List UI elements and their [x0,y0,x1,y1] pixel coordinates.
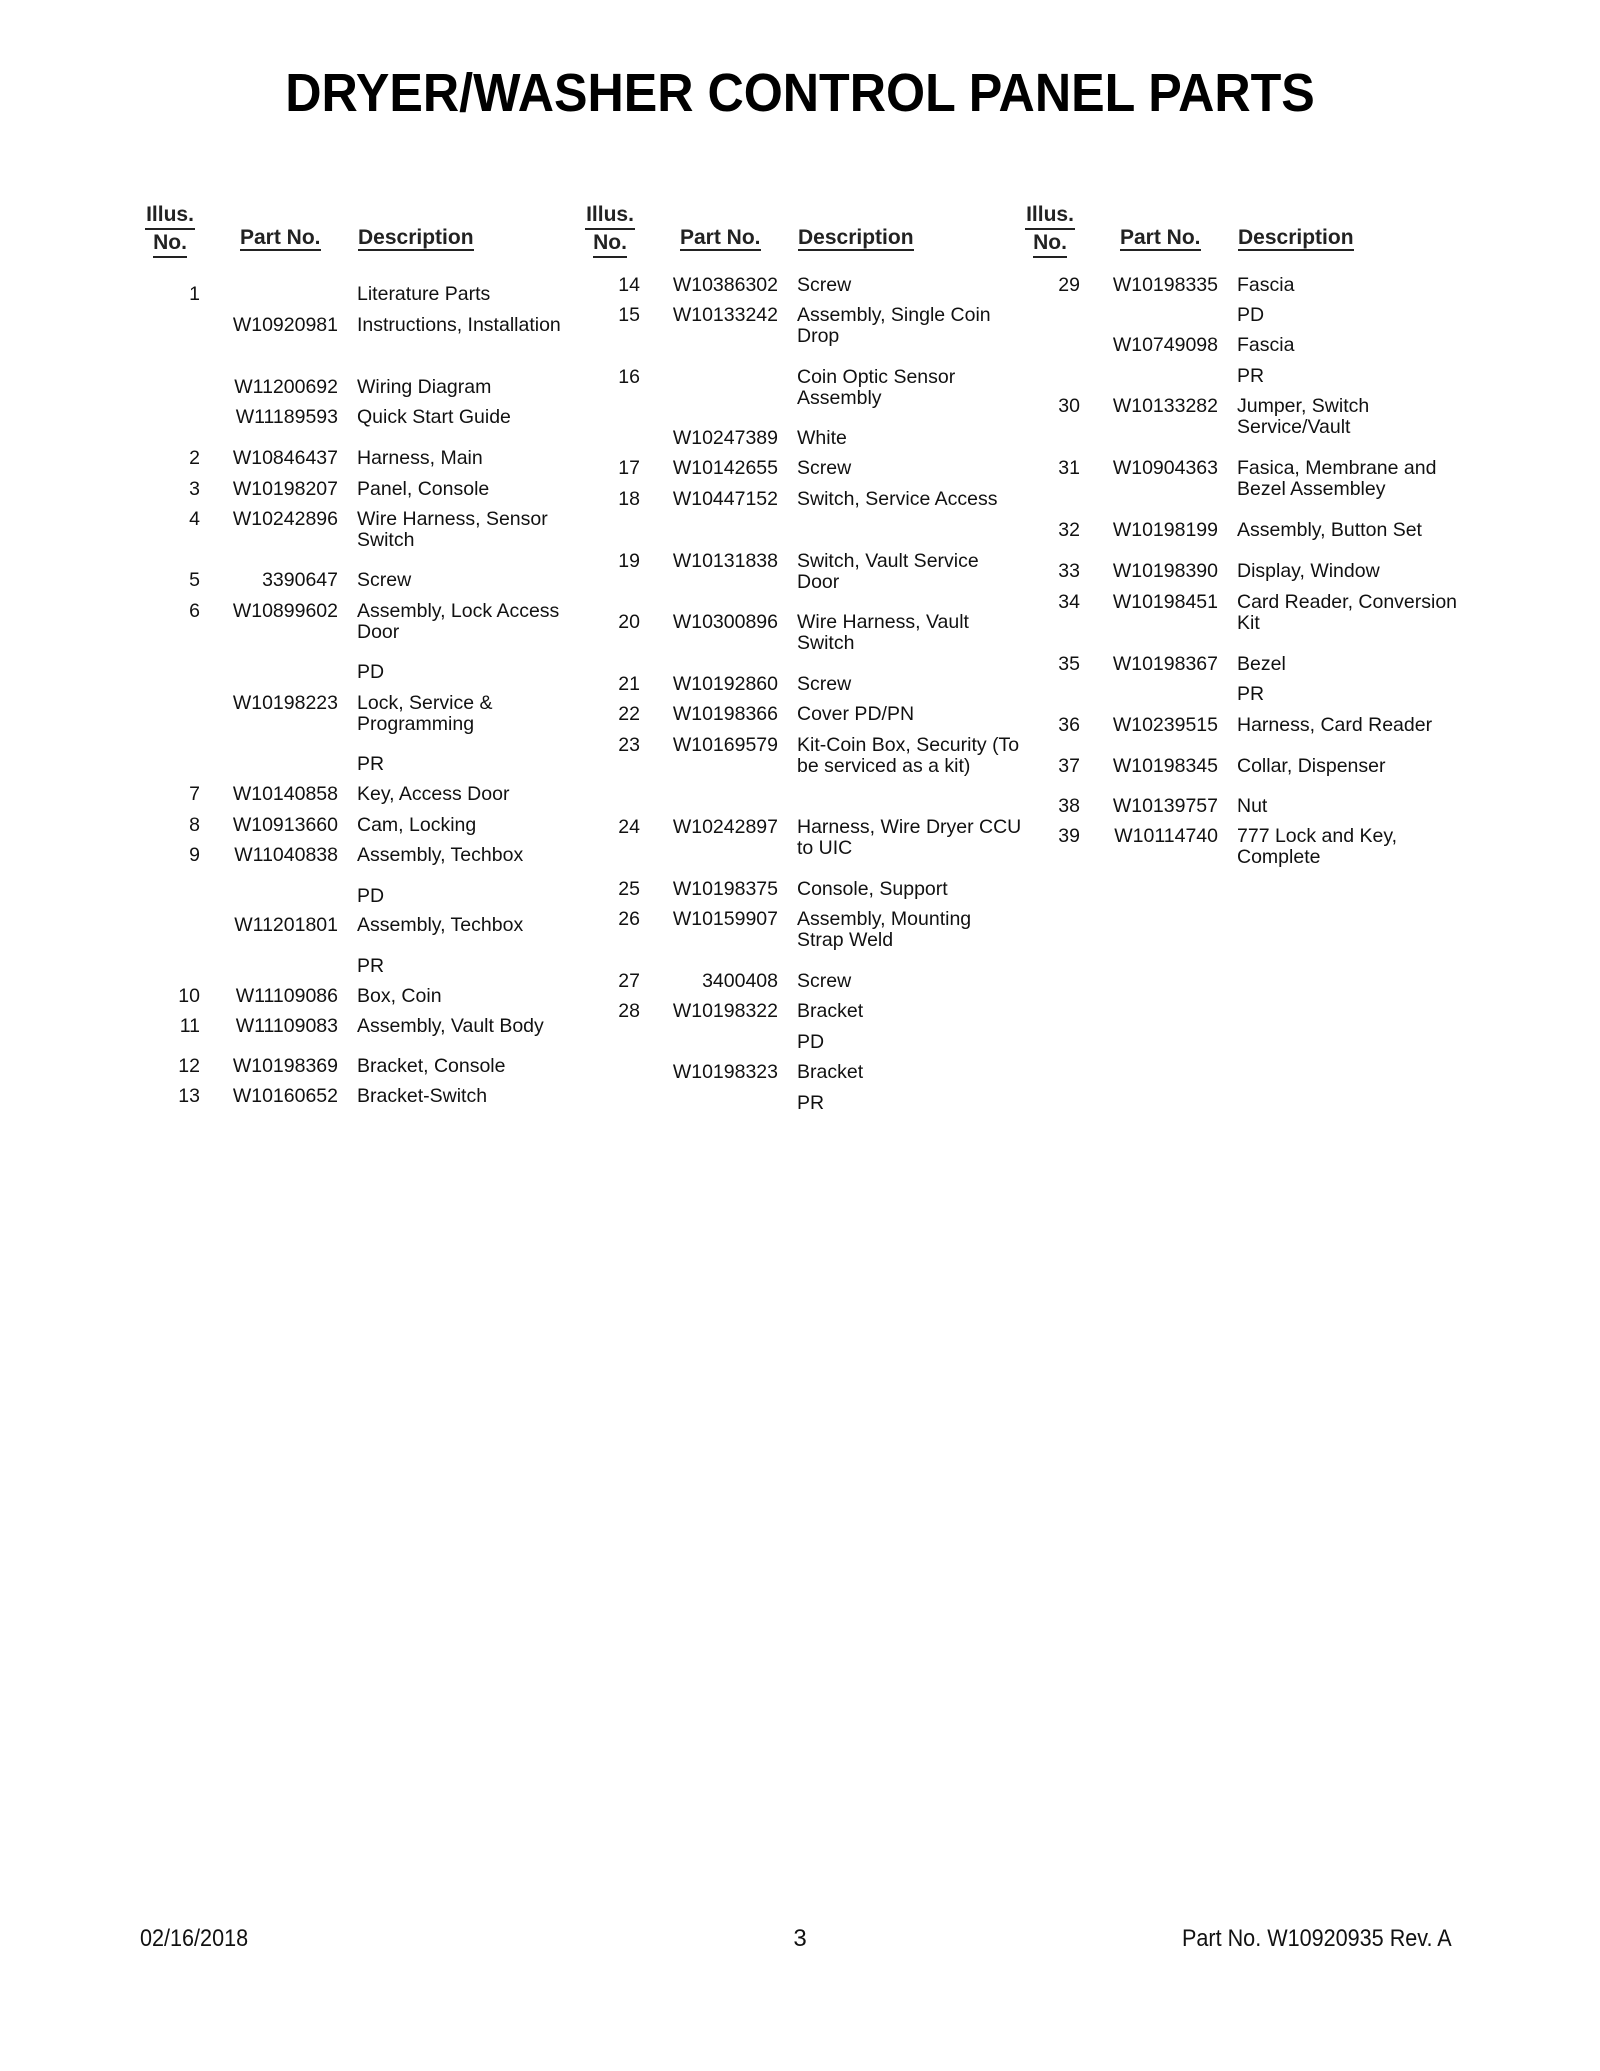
part-number: W10198207 [232,478,338,500]
part-number: W10198366 [672,703,778,725]
illus-number: 7 [189,783,200,805]
part-description: Lock, Service & Programming [357,692,493,735]
part-description: Nut [1237,795,1268,817]
part-number: W11109083 [235,1015,338,1037]
illus-number: 23 [618,734,640,756]
parts-column-3 [1020,0,1460,1200]
illus-number: 19 [618,550,640,572]
part-number: W10198323 [672,1061,778,1083]
illus-no-header [580,202,640,258]
part-description: Wire Harness, Sensor Switch [357,508,548,551]
illus-number: 17 [618,457,640,479]
illus-number: 36 [1058,714,1080,736]
part-number: W10139757 [1112,795,1218,817]
part-number: W10447152 [672,488,778,510]
part-description: Screw [357,569,412,591]
part-description: Jumper, Switch Service/Vault [1237,395,1370,438]
part-description: Bracket-Switch [357,1085,488,1107]
illus-number: 11 [179,1015,200,1037]
part-number: W10242897 [672,816,778,838]
illus-header-line1: Illus. [1025,202,1075,230]
part-number: W10114740 [1114,825,1218,847]
part-description: Fascia [1237,334,1295,356]
part-description: Switch, Vault Service Door [797,550,979,593]
part-no-header: Part No. [1120,226,1201,249]
illus-number: 33 [1058,560,1080,582]
parts-column-1 [140,0,580,1200]
part-description: Assembly, Lock Access Door [357,600,560,643]
illus-header-line2: No. [1033,230,1067,258]
part-number: W11189593 [235,406,338,428]
part-description: Bracket [797,1061,864,1083]
part-number: W10160652 [232,1085,338,1107]
part-description: 777 Lock and Key, Complete [1237,825,1398,868]
illus-number: 37 [1058,755,1080,777]
part-no-header: Part No. [240,226,321,249]
illus-number: 29 [1058,274,1080,296]
part-description: Bracket, Console [357,1055,506,1077]
part-description: Assembly, Techbox [357,844,524,866]
page-title: DRYER/WASHER CONTROL PANEL PARTS [285,63,1315,123]
illus-no-header [140,202,200,258]
part-description: PR [1237,365,1265,387]
illus-number: 28 [618,1000,640,1022]
part-number: W11040838 [234,844,338,866]
illus-number: 18 [618,488,640,510]
illus-number: 3 [189,478,200,500]
part-description: Kit-Coin Box, Security (To be serviced as a kit) [797,734,1020,777]
part-description: Panel, Console [357,478,490,500]
part-description: Assembly, Vault Body [357,1015,544,1037]
illus-header-line1: Illus. [145,202,195,230]
illus-number: 2 [189,447,200,469]
illus-number: 1 [189,283,200,305]
part-description: Screw [797,970,852,992]
part-description: Screw [797,457,852,479]
illus-number: 5 [189,569,200,591]
part-description: Screw [797,673,852,695]
illus-number: 8 [189,814,200,836]
illus-number: 20 [618,611,640,633]
part-number: W10749098 [1112,334,1218,356]
illus-number: 24 [618,816,640,838]
part-description: Box, Coin [357,985,442,1007]
illus-number: 26 [618,908,640,930]
part-number: W10198390 [1112,560,1218,582]
parts-column-2 [580,0,1020,1200]
part-number: W10140858 [232,783,338,805]
part-number: W10169579 [672,734,778,756]
part-number: W10198367 [1112,653,1218,675]
part-number: W10131838 [672,550,778,572]
part-number: 3390647 [262,569,338,591]
illus-number: 16 [618,366,640,388]
illus-number: 39 [1058,825,1080,847]
part-description: Quick Start Guide [357,406,511,428]
part-description: Harness, Card Reader [1237,714,1433,736]
part-number: W10133242 [672,304,778,326]
part-number: W11200692 [234,376,338,398]
part-no-header: Part No. [680,226,761,249]
part-description: Screw [797,274,852,296]
illus-number: 35 [1058,653,1080,675]
part-description: Key, Access Door [357,783,510,805]
illus-number: 30 [1058,395,1080,417]
part-description: Harness, Main [357,447,483,469]
part-description: Assembly, Mounting Strap Weld [797,908,972,951]
part-description: Display, Window [1237,560,1380,582]
part-description: Harness, Wire Dryer CCU to UIC [797,816,1022,859]
part-description: PR [357,955,385,977]
illus-number: 32 [1058,519,1080,541]
part-number: W10920981 [232,314,338,336]
part-number: W10300896 [672,611,778,633]
part-number: W10198335 [1112,274,1218,296]
illus-number: 34 [1058,591,1080,613]
part-number: W10239515 [1112,714,1218,736]
illus-number: 6 [189,600,200,622]
illus-number: 10 [178,985,200,1007]
illus-header-line2: No. [593,230,627,258]
part-description: PD [1237,304,1265,326]
footer-page-number: 3 [793,1925,807,1952]
description-header: Description [798,226,914,249]
part-description: Cover PD/PN [797,703,915,725]
part-description: PD [797,1031,825,1053]
part-number: W10192860 [672,673,778,695]
footer-doc-part-no: Part No. W10920935 Rev. A [1182,1925,1452,1952]
part-description: PD [357,661,385,683]
illus-header-line1: Illus. [585,202,635,230]
part-description: Collar, Dispenser [1237,755,1386,777]
part-description: White [797,427,847,449]
part-number: W10198369 [232,1055,338,1077]
part-number: W10386302 [672,274,778,296]
part-description: PD [357,885,385,907]
illus-number: 13 [178,1085,200,1107]
illus-number: 14 [618,274,640,296]
part-description: Bracket [797,1000,864,1022]
illus-number: 21 [618,673,640,695]
part-description: Fascia [1237,274,1295,296]
part-number: W10142655 [672,457,778,479]
part-description: Coin Optic Sensor Assembly [797,366,956,409]
part-number: W10159907 [672,908,778,930]
part-description: Switch, Service Access [797,488,998,510]
part-number: W10198451 [1112,591,1218,613]
part-number: W10899602 [232,600,338,622]
illus-number: 4 [189,508,200,530]
part-number: W10198345 [1112,755,1218,777]
illus-number: 15 [618,304,640,326]
illus-header-line2: No. [153,230,187,258]
illus-number: 9 [189,844,200,866]
illus-number: 31 [1058,457,1080,479]
part-number: W10913660 [232,814,338,836]
part-description: Cam, Locking [357,814,477,836]
illus-number: 38 [1058,795,1080,817]
part-description: Wire Harness, Vault Switch [797,611,969,654]
part-description: Fasica, Membrane and Bezel Assembley [1237,457,1437,500]
part-description: Card Reader, Conversion Kit [1237,591,1458,634]
part-description: Assembly, Button Set [1237,519,1422,541]
part-description: Wiring Diagram [357,376,492,398]
illus-number: 25 [618,878,640,900]
part-number: W10198199 [1112,519,1218,541]
part-description: Console, Support [797,878,948,900]
part-number: W10846437 [232,447,338,469]
part-number: W10242896 [232,508,338,530]
illus-number: 22 [618,703,640,725]
part-number: W10198223 [232,692,338,714]
part-description: Literature Parts [357,283,491,305]
part-description: PR [357,753,385,775]
part-description: PR [797,1092,825,1114]
part-description: Bezel [1237,653,1286,675]
description-header: Description [1238,226,1354,249]
part-number: W10904363 [1112,457,1218,479]
part-description: Assembly, Techbox [357,914,524,936]
illus-no-header [1020,202,1080,258]
part-number: W10198322 [672,1000,778,1022]
part-description: Assembly, Single Coin Drop [797,304,991,347]
part-number: W11109086 [235,985,338,1007]
part-number: W10247389 [672,427,778,449]
footer-date: 02/16/2018 [140,1925,249,1952]
part-description: Instructions, Installation [357,314,561,336]
illus-number: 27 [618,970,640,992]
part-number: W10198375 [672,878,778,900]
illus-number: 12 [178,1055,200,1077]
description-header: Description [358,226,474,249]
part-number: W10133282 [1112,395,1218,417]
part-number: 3400408 [702,970,778,992]
part-number: W11201801 [234,914,338,936]
part-description: PR [1237,683,1265,705]
